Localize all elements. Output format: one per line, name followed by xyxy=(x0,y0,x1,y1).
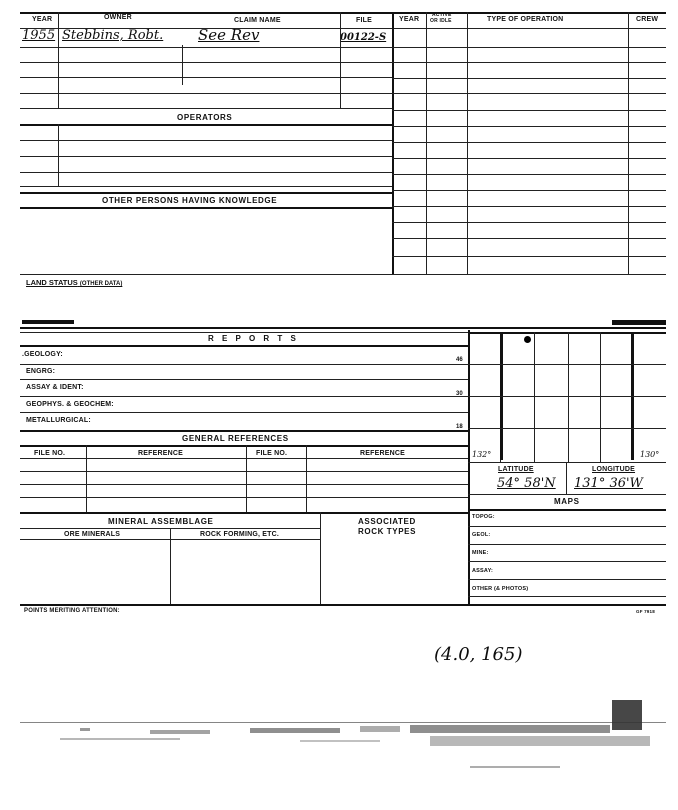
other-persons-title: OTHER PERSONS HAVING KNOWLEDGE xyxy=(102,196,278,205)
map-topog: TOPOG: xyxy=(472,514,495,520)
corner-mark xyxy=(612,700,642,730)
ore-minerals-header: ORE MINERALS xyxy=(64,531,121,538)
header-or-idle: OR IDLE xyxy=(430,18,452,24)
land-status-sub: (OTHER DATA) xyxy=(79,281,123,287)
header-claim-name: CLAIM NAME xyxy=(234,17,281,24)
header-crew: CREW xyxy=(636,16,659,23)
header-owner: OWNER xyxy=(104,14,132,21)
latitude-value: 54° 58'N xyxy=(497,476,556,491)
map-assay: ASSAY: xyxy=(472,568,494,574)
map-geol: GEOL: xyxy=(472,532,491,538)
header-file: FILE xyxy=(356,17,372,24)
points-meriting-attention: POINTS MERITING ATTENTION: xyxy=(24,608,120,614)
ref-header-file-no: FILE NO. xyxy=(34,450,66,457)
lon-left-label: 132° xyxy=(472,450,492,459)
entry-owner: Stebbins, Robt. xyxy=(62,28,164,43)
handwritten-note: (4.0, 165) xyxy=(434,644,523,665)
header-type-of-operation: TYPE OF OPERATION xyxy=(487,16,564,23)
entry-file: 00122-S xyxy=(340,32,387,43)
report-geophys: GEOPHYS. & GEOCHEM: xyxy=(26,401,114,408)
entry-year: 1955 xyxy=(22,28,56,43)
form-code: GF 7918 xyxy=(636,609,655,614)
map-other: OTHER (& PHOTOS) xyxy=(472,586,529,592)
reports-title: R E P O R T S xyxy=(208,334,299,343)
header-op-year: YEAR xyxy=(399,16,420,23)
report-assay: ASSAY & IDENT: xyxy=(26,384,84,391)
longitude-value: 131° 36'W xyxy=(574,476,643,491)
ref-header-reference-2: REFERENCE xyxy=(360,450,405,457)
header-active: ACTIVE xyxy=(432,12,452,18)
black-bar-right xyxy=(612,320,666,325)
report-geology: .GEOLOGY: xyxy=(22,351,63,358)
ref-header-reference: REFERENCE xyxy=(138,450,183,457)
land-status-title: LAND STATUS xyxy=(26,278,78,287)
maps-title: MAPS xyxy=(554,497,580,506)
header-year: YEAR xyxy=(32,16,53,23)
report-num-30: 30 xyxy=(456,391,463,397)
associated-title: ASSOCIATED xyxy=(358,517,416,526)
mid-rule xyxy=(20,327,666,329)
latitude-label: LATITUDE xyxy=(498,466,534,473)
black-bar-left xyxy=(22,320,74,324)
mineral-assemblage-title: MINERAL ASSEMBLAGE xyxy=(108,517,214,526)
report-num-46: 46 xyxy=(456,357,463,363)
report-engrg: ENGRG: xyxy=(26,368,56,375)
operators-title: OPERATORS xyxy=(177,113,233,122)
report-metallurgical: METALLURGICAL: xyxy=(26,417,91,424)
rock-forming-header: ROCK FORMING, ETC. xyxy=(200,531,280,538)
entry-claim: See Rev xyxy=(198,26,260,44)
rock-types-title: ROCK TYPES xyxy=(358,527,417,536)
map-mine: MINE: xyxy=(472,550,489,556)
general-references-title: GENERAL REFERENCES xyxy=(182,434,289,443)
longitude-label: LONGITUDE xyxy=(592,466,636,473)
lon-right-label: 130° xyxy=(640,450,660,459)
ref-header-file-no-2: FILE NO. xyxy=(256,450,288,457)
location-dot xyxy=(524,336,531,343)
report-num-18: 18 xyxy=(456,424,463,430)
